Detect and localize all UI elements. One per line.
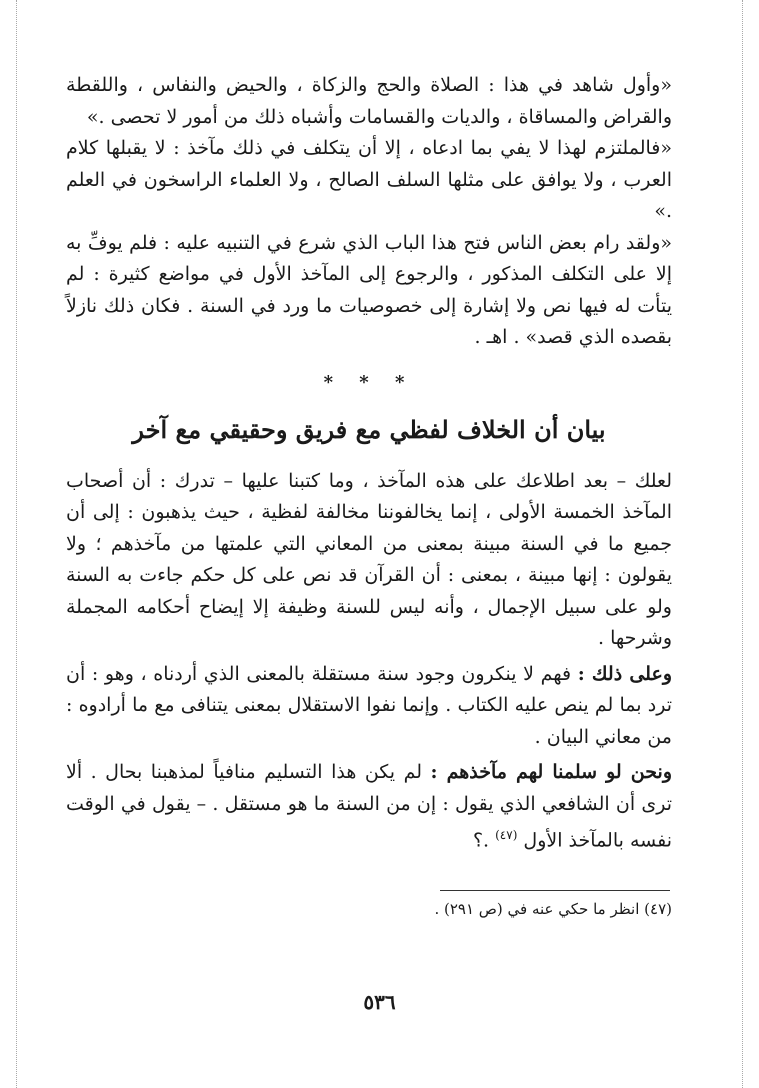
footnote-reference[interactable]: (٤٧) [495,828,518,842]
body-paragraph-2-lead: وعلى ذلك : [577,662,672,685]
page-number: ٥٣٦ [363,990,396,1014]
body-paragraph-3-text: لم يكن هذا التسليم منافياً لمذهبنا بحال . ألا ترى أن الشافعي الذي يقول : إن من السنة ما هو مستقل . – يقول في الوقت نفسه بالمآخذ الأول [66,761,672,852]
footnote-divider [440,890,670,891]
body-paragraph-3 [66,757,672,857]
quote-paragraph-2: «فالملتزم لهذا لا يفي بما ادعاه ، إلا أن يتكلف في ذلك مآخذ : لا يقبلها كلام العرب ، ولا يوافق على مثلها السلف الصالح ، ولا العلماء الراسخون في العلم .» [66,137,672,222]
left-margin-dots [16,0,17,1088]
body-paragraph-1-text: لعلك – بعد اطلاعك على هذه المآخذ ، وما كتبنا عليها – تدرك : أن أصحاب المآخذ الخمسة الأولى ، إنما يخالفوننا مخالفة لفظية ، حيث يذهبون : إلى أن جميع ما في السنة مبينة بمعنى من المعاني التي علمتها من مآخذهم ؛ ولا يقولون : إنها مبينة ، بمعنى : أن القرآن قد نص على كل حكم جاءت به السنة ولو على سبيل الإجمال ، وأنه ليس للسنة وظيفة إلا إيضاح أحكامه المجملة وشرحها . [66,469,672,649]
footnote: (٤٧) انظر ما حكي عنه في (ص ٢٩١) . [434,900,672,918]
body-paragraph-2-text: فهم لا ينكرون وجود سنة مستقلة بالمعنى الذي أردناه ، وهو : أن ترد بما لم ينص عليه الكتاب . وإنما نفوا الاستقلال بمعنى يتنافى مع ما أرادوه : من معاني البيان . [66,662,672,748]
quote-paragraph-3: «ولقد رام بعض الناس فتح هذا الباب الذي شرع في التنبيه عليه : فلم يوفِّ به إلا على التكلف المذكور ، والرجوع إلى المآخذ الأول في مواضع كثيرة : لم يتأت له فيها نص ولا إشارة إلى خصوصيات ما ورد في السنة . فكان ذلك نازلاً بقصده الذي قصد» . اهـ . [66,231,672,348]
right-margin-dots [742,0,743,1088]
body-paragraph-1 [66,466,672,655]
closing-mark: .؟ [472,829,496,852]
quote-block [66,70,672,354]
section-heading: بيان أن الخلاف لفظي مع فريق وحقيقي مع آخر [132,414,606,444]
body-paragraph-3-lead: ونحن لو سلمنا لهم مآخذهم : [430,761,672,783]
body-block [66,466,672,857]
body-paragraph-2 [66,659,672,754]
quote-paragraph-1: «وأول شاهد في هذا : الصلاة والحج والزكاة ، والحيض والنفاس ، واللقطة والقراض والمساقاة ، والديات والقسامات وأشباه ذلك من أمور لا تحصى .» [66,74,672,128]
page-content [66,70,672,861]
section-separator: * * * [323,371,415,393]
